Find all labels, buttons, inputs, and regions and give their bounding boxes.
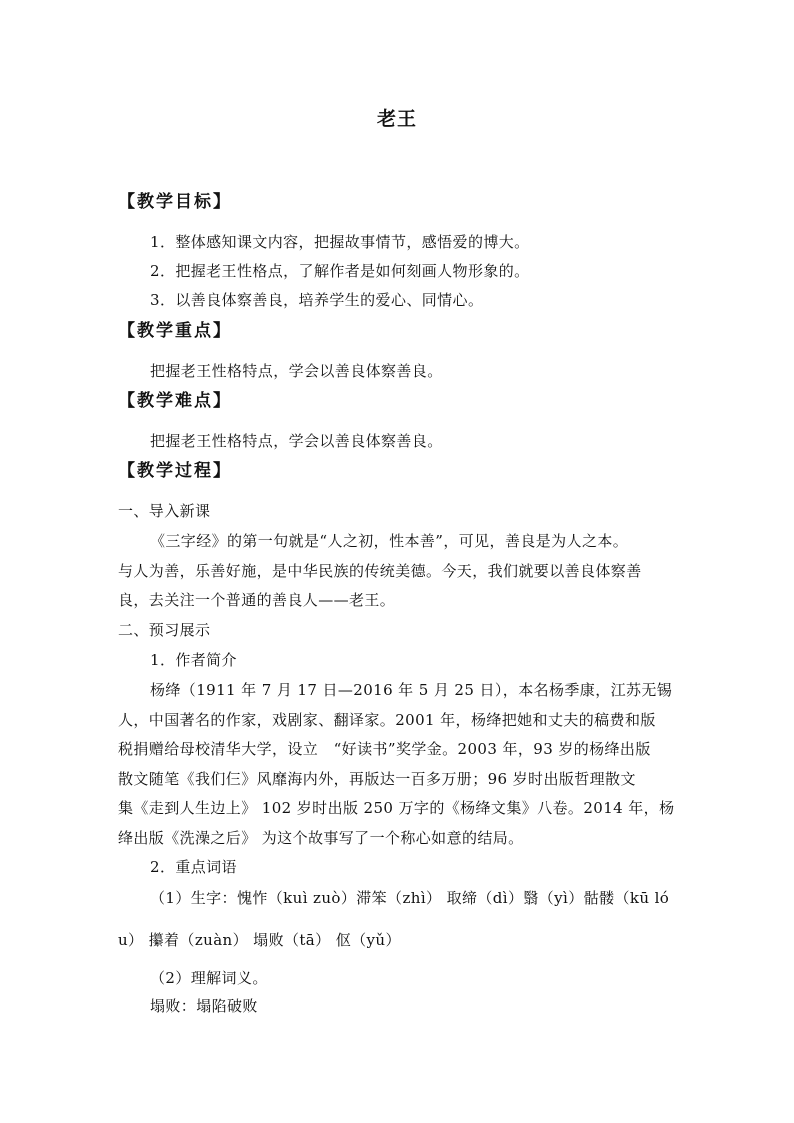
author-line-2: 人，中国著名的作家，戏剧家、翻译家。2001 年，杨绛把她和丈夫的稿费和版 — [118, 711, 656, 729]
words-line-3: （2）理解词义。 — [150, 969, 268, 987]
intro-line-2: 与人为善，乐善好施，是中华民族的传统美德。今天，我们就要以善良体察善 — [118, 562, 642, 580]
intro-line-1: 《三字经》的第一句就是“人之初，性本善”，可见，善良是为人之本。 — [150, 532, 629, 550]
difficulty-text: 把握老王性格特点，学会以善良体察善良。 — [150, 432, 443, 450]
process-heading: 【教学过程】 — [118, 461, 232, 481]
author-heading: 1．作者简介 — [150, 651, 237, 669]
difficulty-heading: 【教学难点】 — [118, 391, 232, 411]
goal-item-3: 3．以善良体察善良，培养学生的爱心、同情心。 — [150, 291, 484, 309]
goals-heading: 【教学目标】 — [118, 192, 232, 212]
author-line-6: 绛出版《洗澡之后》 为这个故事写了一个称心如意的结局。 — [118, 829, 524, 847]
words-line-1: （1）生字：愧怍（kuì zuò）滞笨（zhì） 取缔（dì）翳（yì）骷髅（kū ló — [150, 889, 670, 907]
preview-heading: 二、预习展示 — [118, 621, 211, 639]
words-heading: 2．重点词语 — [150, 858, 237, 876]
author-line-5: 集《走到人生边上》 102 岁时出版 250 万字的《杨绛文集》八卷。2014 年，杨 — [118, 799, 675, 817]
key-points-heading: 【教学重点】 — [118, 321, 232, 341]
goal-item-2: 2．把握老王性格点，了解作者是如何刻画人物形象的。 — [150, 262, 530, 280]
key-points-text: 把握老王性格特点，学会以善良体察善良。 — [150, 362, 443, 380]
words-line-4: 塌败：塌陷破败 — [150, 997, 258, 1015]
author-line-3: 税捐赠给母校清华大学，设立 “好读书”奖学金。2003 年，93 岁的杨绛出版 — [118, 740, 651, 758]
words-line-2: u） 攥着（zuàn） 塌败（tā） 伛（yǔ） — [118, 931, 401, 949]
intro-line-3: 良，去关注一个普通的善良人——老王。 — [118, 591, 396, 609]
author-line-1: 杨绛（1911 年 7 月 17 日—2016 年 5 月 25 日），本名杨季康，江苏无锡 — [150, 681, 673, 699]
intro-heading: 一、导入新课 — [118, 502, 211, 520]
page-title: 老王 — [376, 108, 417, 130]
goal-item-1: 1．整体感知课文内容，把握故事情节，感悟爱的博大。 — [150, 233, 530, 251]
author-line-4: 散文随笔《我们仨》风靡海内外，再版达一百多万册；96 岁时出版哲理散文 — [118, 770, 636, 788]
